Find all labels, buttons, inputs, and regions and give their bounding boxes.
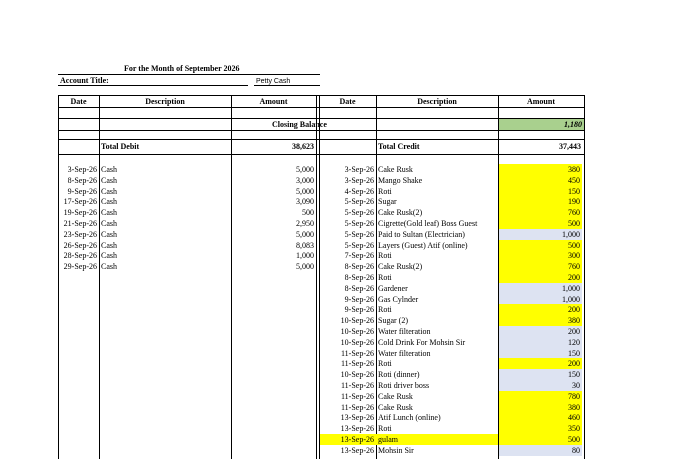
credit-description: Paid to Sultan (Electrician) (378, 229, 465, 239)
credit-date: 13-Sep-26 (340, 445, 374, 455)
credit-amount: 500 (499, 218, 582, 229)
credit-date: 4-Sep-26 (344, 186, 374, 196)
debit-amount: 2,950 (296, 219, 314, 228)
debit-description: Cash (101, 208, 117, 218)
credit-date: 10-Sep-26 (340, 337, 374, 347)
col-description-left: Description (145, 97, 185, 106)
credit-amount: 150 (499, 369, 582, 380)
credit-description: Cold Drink For Mohsin Sir (378, 337, 466, 347)
credit-date: 5-Sep-26 (344, 219, 374, 228)
credit-date: 11-Sep-26 (340, 348, 374, 358)
debit-description: Cash (101, 175, 117, 185)
month-title: For the Month of September 2026 (124, 64, 240, 73)
credit-amount: 760 (499, 207, 582, 218)
credit-description: Atif Lunch (online) (378, 413, 441, 423)
credit-amount: 200 (499, 326, 582, 337)
credit-amount: 380 (499, 164, 582, 175)
credit-date: 5-Sep-26 (344, 197, 374, 207)
credit-amount: 150 (499, 186, 582, 197)
credit-date: 8-Sep-26 (344, 273, 374, 282)
credit-amount: 200 (499, 358, 582, 369)
credit-date: 5-Sep-26 (344, 208, 374, 218)
total-credit-label: Total Credit (378, 142, 420, 151)
credit-amount: 200 (499, 304, 582, 315)
debit-description: Cash (101, 251, 117, 261)
col-amount-right: Amount (526, 97, 555, 106)
credit-date: 9-Sep-26 (344, 305, 374, 315)
credit-description: Roti driver boss (378, 381, 430, 390)
account-name: Petty Cash (256, 78, 291, 85)
credit-amount: 1,000 (499, 229, 582, 240)
credit-amount: 30 (499, 380, 582, 391)
debit-description: Cash (101, 219, 117, 228)
credit-date: 11-Sep-26 (340, 381, 374, 390)
credit-description: Cigrette(Gold leaf) Boss Guest (378, 219, 478, 228)
debit-date: 28-Sep-26 (63, 251, 97, 261)
credit-description: gulam (378, 435, 398, 444)
debit-amount: 3,000 (296, 175, 314, 185)
credit-description: Cake Rusk(2) (378, 208, 423, 218)
credit-amount: 200 (499, 272, 582, 283)
col-date-left: Date (70, 97, 87, 106)
credit-description: Water filteration (378, 348, 431, 358)
credit-description: Roti (378, 424, 392, 434)
credit-description: Cake Rusk (378, 402, 413, 412)
credit-description: Roti (378, 359, 392, 369)
credit-description: Gardener (378, 283, 408, 293)
credit-amount: 780 (499, 391, 582, 402)
debit-amount: 3,090 (296, 197, 314, 207)
credit-date: 10-Sep-26 (340, 370, 374, 380)
credit-amount: 500 (499, 434, 582, 445)
credit-description: Mohsin Sir (378, 445, 414, 455)
total-debit-label: Total Debit (101, 142, 140, 151)
credit-date: 8-Sep-26 (344, 262, 374, 272)
credit-date: 8-Sep-26 (344, 283, 374, 293)
debit-description: Cash (101, 229, 117, 239)
credit-date: 3-Sep-26 (344, 175, 374, 185)
credit-description: Cake Rusk(2) (378, 262, 423, 272)
credit-description: Gas Cylnder (378, 294, 419, 304)
closing-balance-label: Closing Balance (272, 120, 327, 129)
credit-amount: 190 (499, 196, 582, 207)
credit-description: Roti (378, 186, 392, 196)
credit-date: 11-Sep-26 (340, 391, 374, 401)
credit-description: Cake Rusk (378, 391, 413, 401)
debit-date: 9-Sep-26 (67, 186, 97, 196)
debit-date: 19-Sep-26 (63, 208, 97, 218)
col-amount-left: Amount (259, 97, 288, 106)
col-description-right: Description (417, 97, 457, 106)
credit-date: 13-Sep-26 (340, 413, 374, 423)
debit-date: 23-Sep-26 (63, 229, 97, 239)
account-title-label: Account Title: (60, 76, 109, 85)
credit-date: 3-Sep-26 (344, 165, 374, 174)
credit-amount: 760 (499, 261, 582, 272)
debit-amount: 5,000 (296, 262, 314, 272)
credit-amount: 120 (499, 337, 582, 348)
debit-date: 21-Sep-26 (63, 219, 97, 228)
credit-date: 11-Sep-26 (340, 402, 374, 412)
credit-date: 5-Sep-26 (344, 229, 374, 239)
credit-description: Sugar (2) (378, 316, 408, 326)
credit-amount: 300 (499, 250, 582, 261)
debit-description: Cash (101, 262, 117, 272)
debit-amount: 1,000 (296, 251, 314, 261)
credit-date: 7-Sep-26 (344, 251, 374, 261)
debit-description: Cash (101, 197, 117, 207)
credit-date: 10-Sep-26 (340, 327, 374, 336)
debit-amount: 500 (302, 208, 314, 218)
credit-description: Layers (Guest) Atif (online) (378, 240, 468, 250)
credit-amount: 450 (499, 175, 582, 186)
credit-description: Cake Rusk (378, 165, 413, 174)
col-date-right: Date (339, 97, 356, 106)
debit-amount: 5,000 (296, 229, 314, 239)
debit-date: 3-Sep-26 (67, 165, 97, 174)
credit-description: Roti (378, 305, 392, 315)
debit-amount: 5,000 (296, 186, 314, 196)
debit-date: 29-Sep-26 (63, 262, 97, 272)
total-credit-value: 37,443 (559, 142, 581, 151)
closing-balance-value: 1,180 (499, 119, 584, 130)
credit-description: Roti (378, 251, 392, 261)
credit-amount: 380 (499, 315, 582, 326)
credit-amount: 150 (499, 348, 582, 359)
total-debit-value: 38,623 (292, 142, 314, 151)
debit-amount: 5,000 (296, 165, 314, 174)
debit-date: 8-Sep-26 (67, 175, 97, 185)
credit-amount: 1,000 (499, 294, 582, 305)
debit-amount: 8,083 (296, 240, 314, 250)
credit-amount: 350 (499, 423, 582, 434)
credit-description: Roti (dinner) (378, 370, 420, 380)
debit-description: Cash (101, 240, 117, 250)
credit-amount: 460 (499, 412, 582, 423)
debit-date: 17-Sep-26 (63, 197, 97, 207)
credit-description: Mango Shake (378, 175, 423, 185)
credit-date: 5-Sep-26 (344, 240, 374, 250)
credit-date: 11-Sep-26 (340, 359, 374, 369)
credit-description: Sugar (378, 197, 397, 207)
credit-description: Water filteration (378, 327, 431, 336)
debit-description: Cash (101, 165, 117, 174)
credit-date: 13-Sep-26 (340, 435, 374, 444)
credit-amount: 1,000 (499, 283, 582, 294)
credit-amount: 80 (499, 445, 582, 456)
credit-amount: 500 (499, 240, 582, 251)
debit-date: 26-Sep-26 (63, 240, 97, 250)
credit-date: 10-Sep-26 (340, 316, 374, 326)
credit-description: Roti (378, 273, 392, 282)
credit-date: 13-Sep-26 (340, 424, 374, 434)
debit-description: Cash (101, 186, 117, 196)
credit-amount: 380 (499, 402, 582, 413)
credit-date: 9-Sep-26 (344, 294, 374, 304)
